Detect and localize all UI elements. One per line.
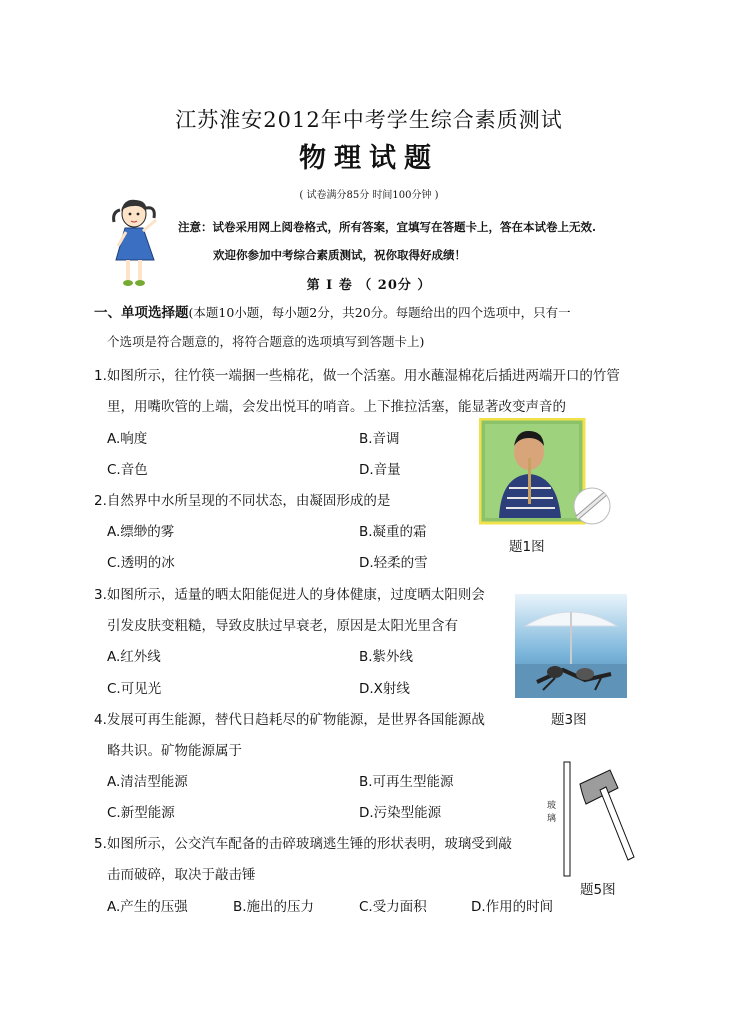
section-note-2-row [107, 332, 424, 350]
q3-stem-2: 引发皮肤变粗糙，导致皮肤过早衰老，原因是太阳光里含有 [107, 618, 458, 634]
section-note-2: 个选项是符合题意的，将符合题意的选项填写到答题卡上) [107, 334, 425, 349]
glass-label: 玻璃 [547, 801, 557, 824]
q1-option-b: B.音调 [359, 431, 400, 447]
q5-stem-1: 5.如图所示，公交汽车配备的击碎玻璃逃生锤的形状表明，玻璃受到敲 [94, 836, 512, 852]
q4-option-a: A.清洁型能源 [107, 774, 188, 790]
q1-option-d: D.音量 [359, 462, 401, 478]
q4-option-b: B.可再生型能源 [359, 774, 454, 790]
q5-figure-caption: 题5图 [580, 882, 616, 898]
q2-option-d: D.轻柔的雪 [359, 555, 428, 571]
q4-stem-1: 4.发展可再生能源，替代日趋耗尽的矿物能源，是世界各国能源战 [94, 712, 485, 728]
q1-option-a: A.响度 [107, 431, 148, 447]
q1-figure-caption: 题1图 [509, 539, 545, 555]
q5-option-c: C.受力面积 [359, 899, 427, 915]
q5-option-b: B.施出的压力 [233, 899, 315, 915]
q2-option-b: B.凝重的霜 [359, 524, 427, 540]
q3-figure-caption: 题3图 [551, 712, 587, 728]
q1-figure-boy-whistle [479, 418, 612, 528]
subject-title: 物理试题 [299, 143, 439, 174]
q3-option-c: C.可见光 [107, 681, 162, 697]
part-one-heading: 第 Ⅰ 卷 （ 20分 ） [306, 278, 432, 293]
q2-stem: 2.自然界中水所呈现的不同状态，由凝固形成的是 [94, 493, 391, 509]
q5-option-d: D.作用的时间 [471, 899, 554, 915]
q3-stem-1: 3.如图所示，适量的晒太阳能促进人的身体健康，过度晒太阳则会 [94, 587, 485, 603]
section-note-1: (本题10小题，每小题2分，共20分。每题给出的四个选项中，只有一 [188, 305, 571, 320]
q2-option-c: C.透明的冰 [107, 555, 175, 571]
q4-option-c: C.新型能源 [107, 805, 175, 821]
q1-stem-2: 里，用嘴吹管的上端，会发出悦耳的哨音。上下推拉活塞，能显著改变声音的 [107, 399, 566, 415]
q1-option-c: C.音色 [107, 462, 148, 478]
q5-figure-glass-hammer [556, 760, 640, 878]
q3-option-a: A.红外线 [107, 649, 161, 665]
q3-option-b: B.紫外线 [359, 649, 414, 665]
q5-stem-2: 击而破碎，取决于敲击锤 [107, 867, 256, 883]
q4-option-d: D.污染型能源 [359, 805, 442, 821]
q3-option-d: D.X射线 [359, 681, 410, 697]
exam-title: 江苏淮安2012年中考学生综合素质测试 [175, 108, 563, 132]
q1-stem-1: 1.如图所示，往竹筷一端捆一些棉花，做一个活塞。用水蘸湿棉花后插进两端开口的竹管 [94, 368, 620, 384]
section-title: 一、单项选择题 [94, 305, 189, 321]
q2-option-a: A.缥缈的雾 [107, 524, 175, 540]
section-heading [94, 301, 571, 321]
score-time-line: ( 试卷满分85分 时间100分钟 ) [299, 190, 439, 201]
q4-stem-2: 略共识。矿物能源属于 [107, 743, 242, 759]
notice-line-1: 注意：试卷采用网上阅卷格式，所有答案，宜填写在答题卡上，答在本试卷上无效. [178, 220, 596, 234]
q3-figure-sunbathing [515, 594, 627, 698]
notice-line-2: 欢迎你参加中考综合素质测试，祝你取得好成绩！ [213, 248, 466, 262]
q5-option-a: A.产生的压强 [107, 899, 188, 915]
